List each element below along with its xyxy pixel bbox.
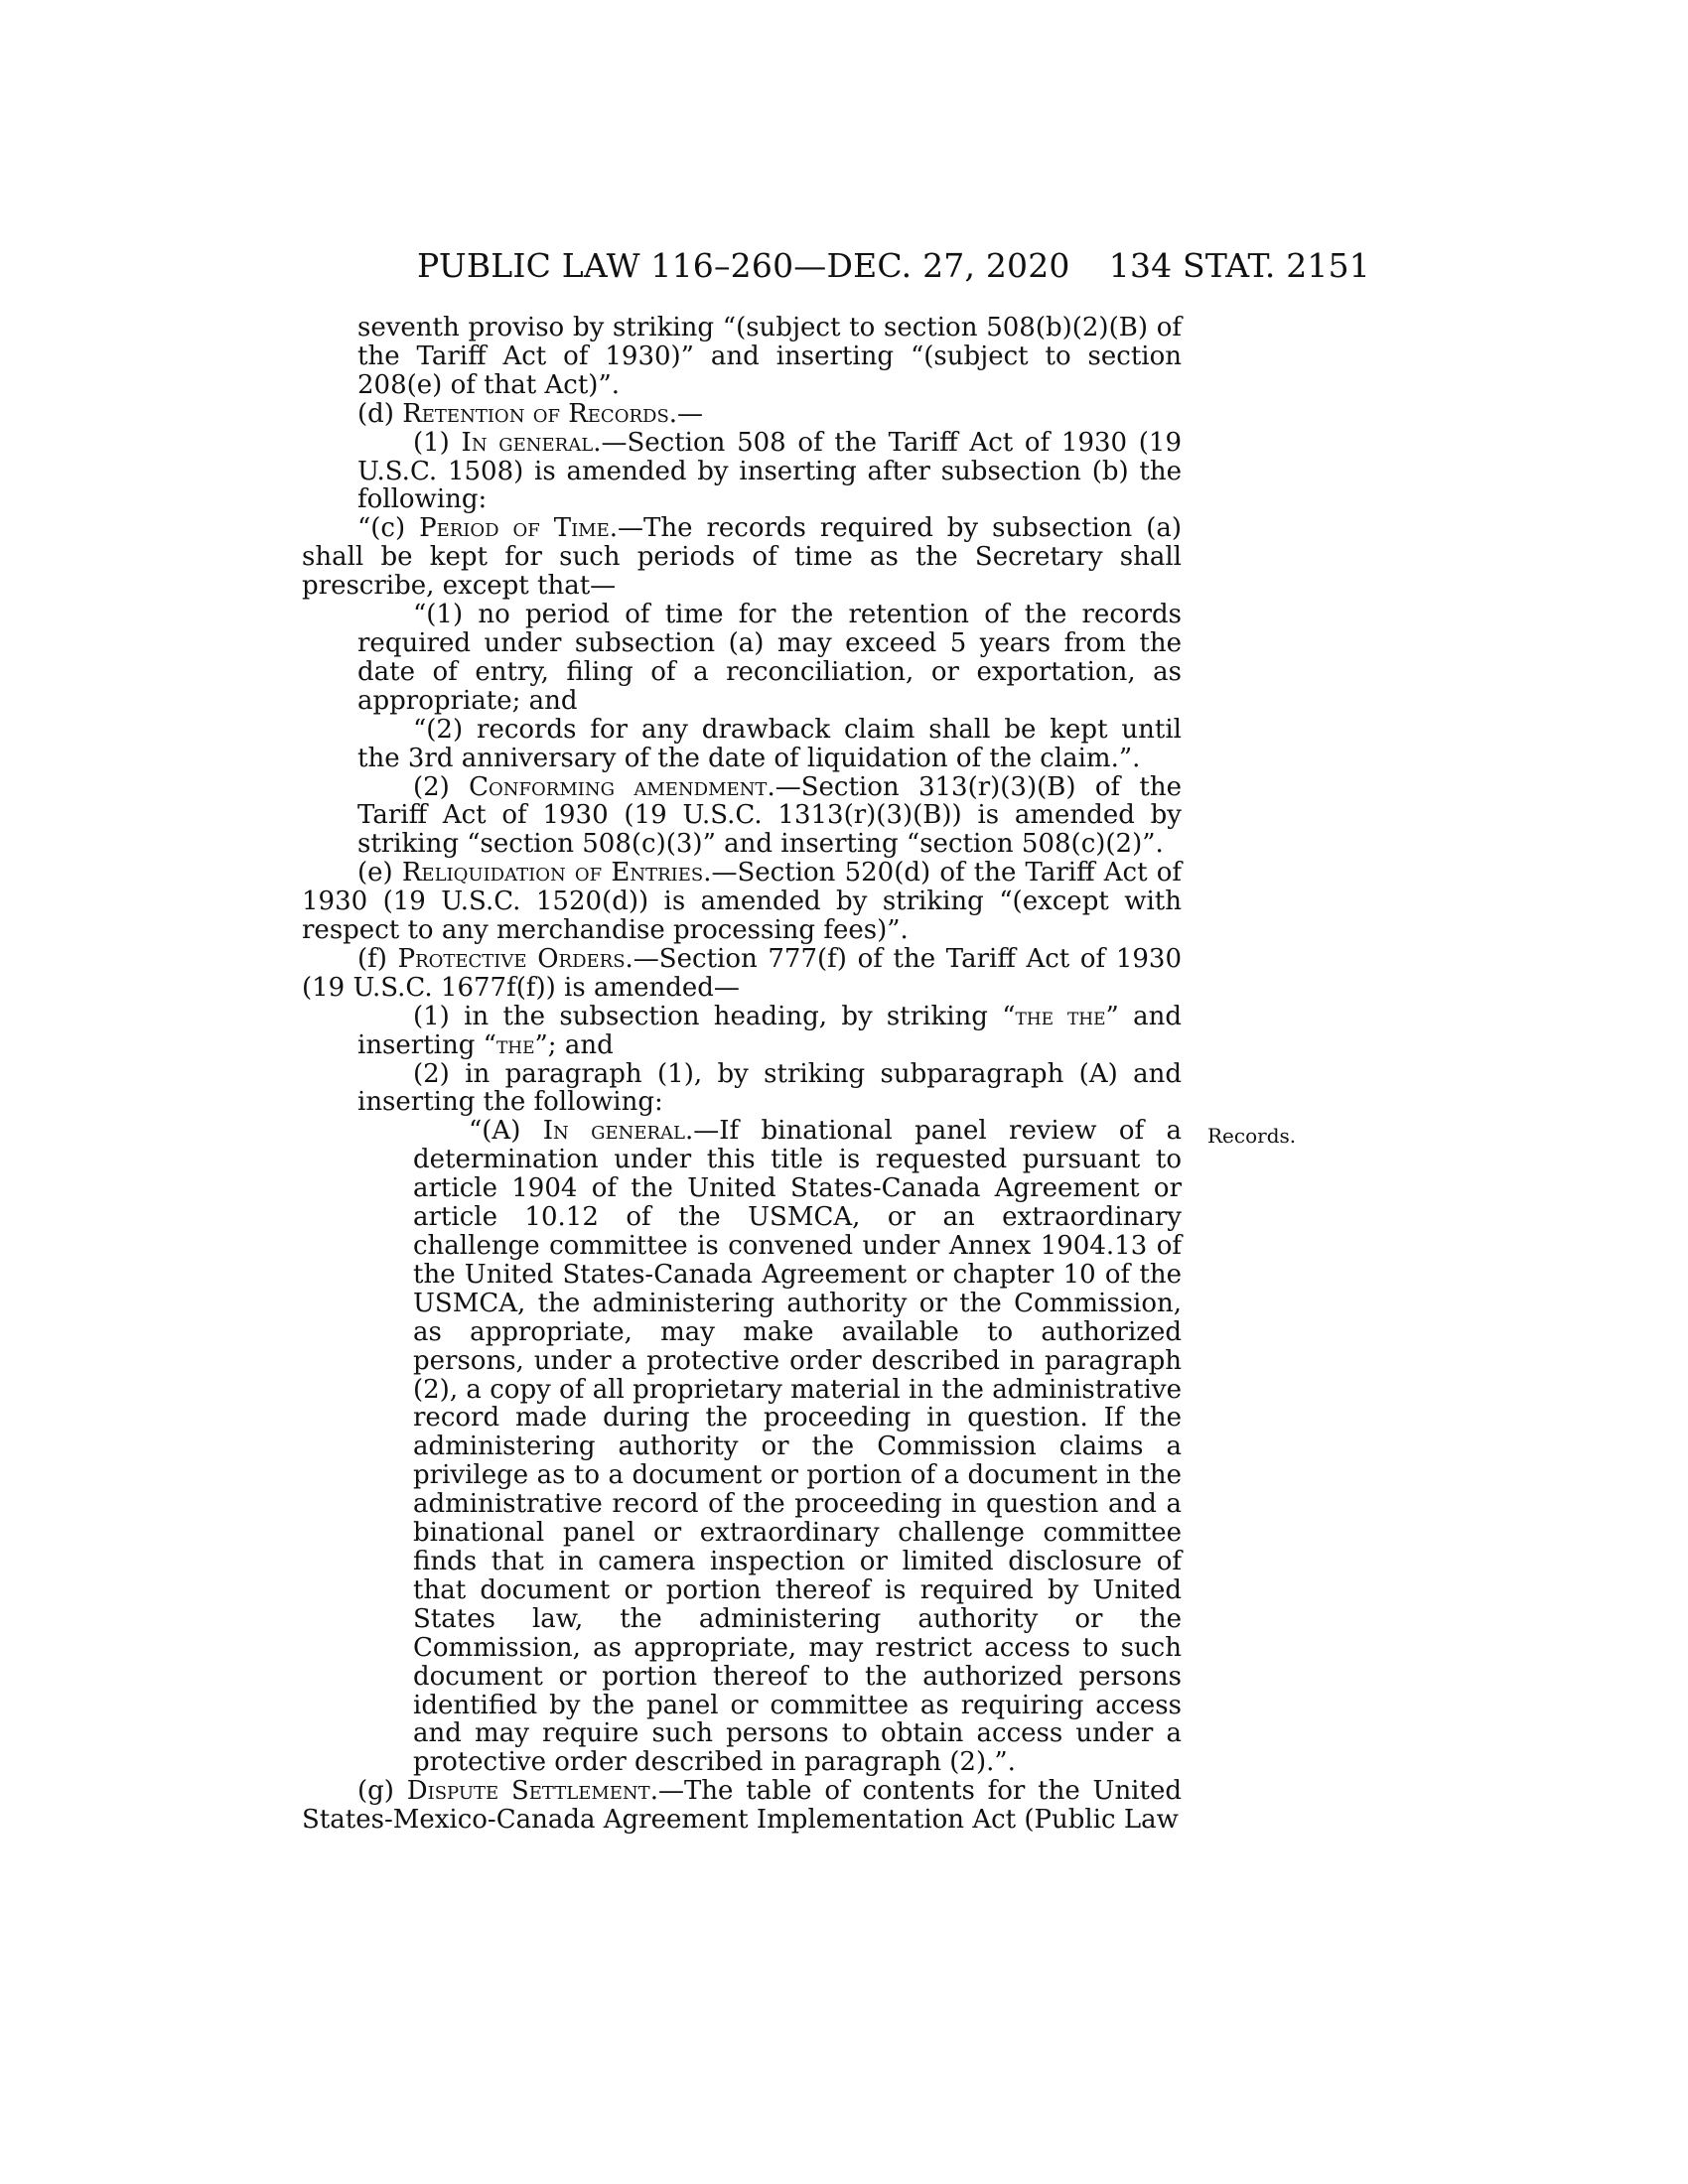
inserted-subparagraph-a-heading: In general	[542, 1116, 686, 1147]
paragraph-proviso: seventh proviso by striking “(subject to section 508(b)(2)(B) of the Tariff Act of 1930)” and inserting “(subject to section 208(e) of that Act)”.	[357, 313, 1182, 400]
running-header	[417, 246, 1370, 286]
subsection-d: (d) Retention of Records.—	[357, 398, 704, 429]
margin-note: Records.	[1207, 1124, 1297, 1148]
inserted-paragraph-c1: “(1) no period of time for the retention of the records required under subsection (a) may exceed 5 years from the date of entry, filing of a reconciliation, or exportation, as appropriate; and	[357, 600, 1182, 716]
statute-text	[302, 314, 1182, 1835]
subsection-f: (f) Protective Orders.—Section 777(f) of the Tariff Act of 1930 (19 U.S.C. 1677f(f)) is amended—	[302, 943, 1182, 1003]
inserted-paragraph-c2: “(2) records for any drawback claim shall be kept until the 3rd anniversary of the date of liquidation of the claim.”.	[357, 714, 1182, 773]
inserted-subsection-c: “(c) Period of Time.—The records required by subsection (a) shall be kept for such periods of time as the Secretary shall prescribe, except that—	[302, 513, 1182, 602]
subsection-e-heading: Reliquidation of Entries	[401, 858, 704, 888]
inserted-subsection-c-heading: Period of Time	[419, 513, 610, 544]
paragraph-f1: (1) in the subsection heading, by striking “the the” and inserting “the”; and	[357, 1001, 1182, 1060]
subsection-d-heading: Retention of Records	[402, 398, 669, 429]
subsection-g: (g) Dispute Settlement.—The table of contents for the United States-Mexico-Canada Agreement Implementation Act (Public Law	[302, 1776, 1182, 1836]
statute-page-number: 134 STAT. 2151	[1108, 246, 1370, 285]
subsection-e: (e) Reliquidation of Entries.—Section 520(d) of the Tariff Act of 1930 (19 U.S.C. 1520(d)) is amended by striking “(except with respect to any merchandise processing fees)”.	[302, 858, 1182, 946]
paragraph-d1: (1) In general.—Section 508 of the Tariff Act of 1930 (19 U.S.C. 1508) is amended by inserting after subsection (b) the following:	[357, 427, 1182, 515]
inserted-subparagraph-a: “(A) In general.—If binational panel review of a determination under this title is requested pursuant to article 1904 of the United States-Canada Agreement or article 10.12 of the USMCA, or an extraordinary challenge committee is convened under Annex 1904.13 of the United States-Canada Agreement or chapter 10 of the USMCA, the administering authority or the Commission, as appropriate, may make available to authorized persons, under a protective order described in paragraph (2), a copy of all proprietary material in the administrative record made during the proceeding in question. If the administering authority or the Commission claims a privilege as to a document or portion of a document in the administrative record of the proceeding in question and a binational panel or extraordinary challenge committee finds that in camera inspection or limited disclosure of that document or portion thereof is required by United States law, the administering authority or the Commission, as appropriate, may restrict access to such document or portion thereof to the authorized persons identified by the panel or committee as requiring access and may require such persons to obtain access under a protective order described in paragraph (2).”.	[413, 1116, 1182, 1778]
paragraph-f2: (2) in paragraph (1), by striking subparagraph (A) and inserting the following:	[357, 1058, 1182, 1118]
paragraph-d2: (2) Conforming amendment.—Section 313(r)(3)(B) of the Tariff Act of 1930 (19 U.S.C. 1313(r)(3)(B)) is amended by striking “section 508(c)(3)” and inserting “section 508(c)(2)”.	[357, 771, 1183, 860]
public-law-citation: PUBLIC LAW 116–260—DEC. 27, 2020	[417, 246, 1070, 285]
subsection-g-heading: Dispute Settlement	[406, 1776, 650, 1807]
subsection-f-heading: Protective Orders	[397, 943, 626, 974]
paragraph-d2-heading: Conforming amendment	[469, 771, 768, 802]
paragraph-d1-heading: In general	[461, 427, 594, 458]
